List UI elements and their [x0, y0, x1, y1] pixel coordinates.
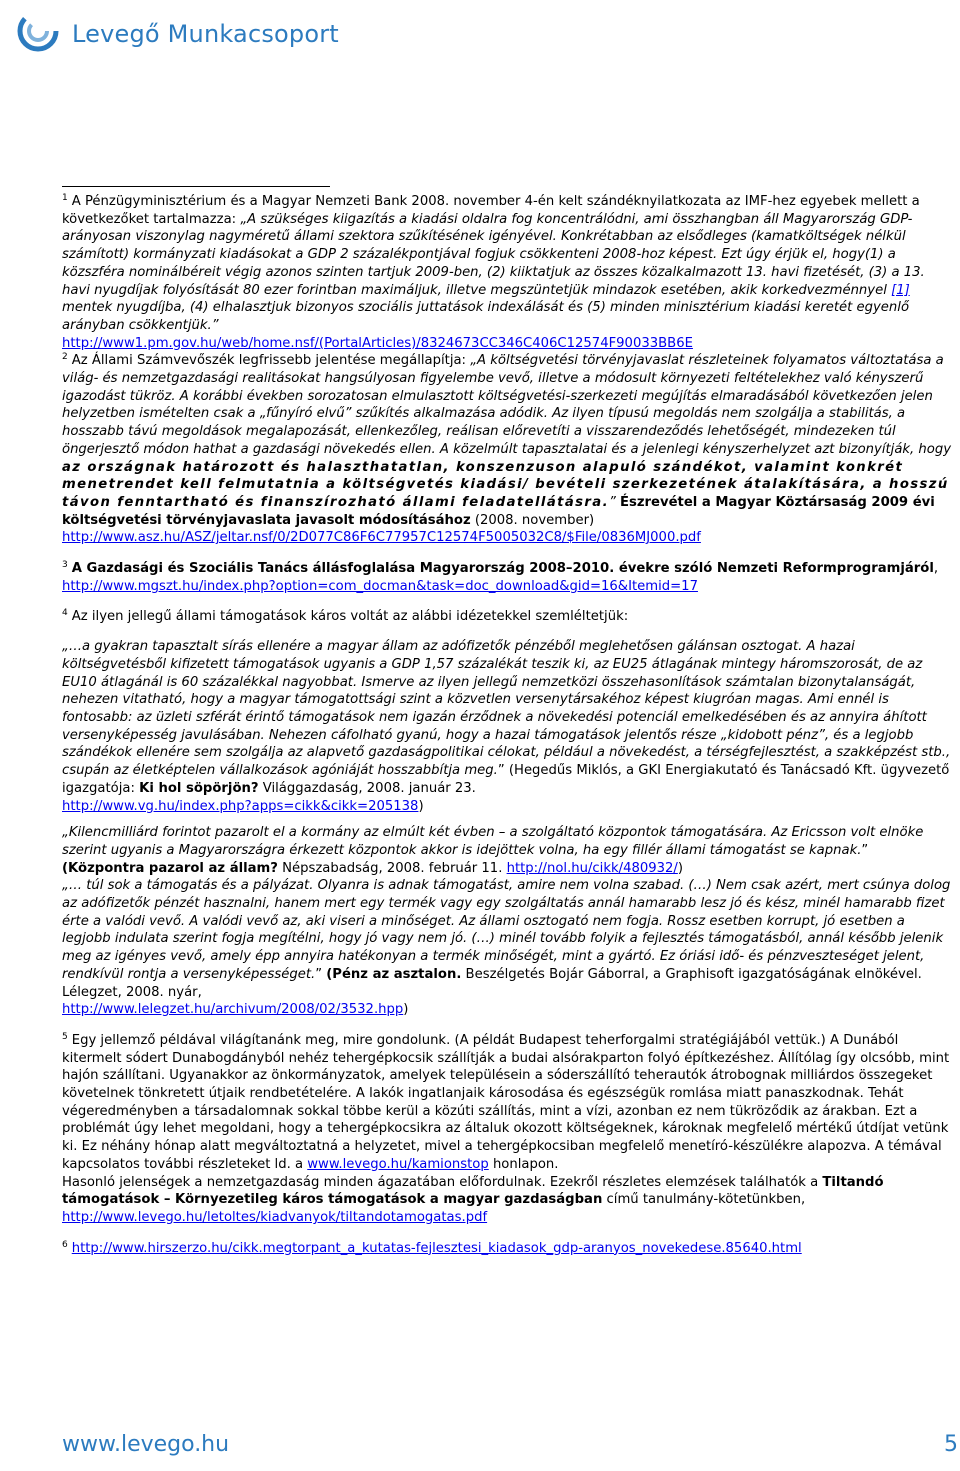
footnote-text: című tanulmány-kötetünkben,: [602, 1192, 806, 1208]
levego-logo: [14, 6, 339, 56]
footnote-text: A Pénzügyminisztérium és a Magyar Nemzeti Bank 2008. november 4-én kelt szándéknyilatkozata az IMF-hez egyebek mellett a következőket tartalmazza:: [62, 194, 920, 227]
footnote-6: [62, 1240, 954, 1258]
source-link[interactable]: http://www.lelegzet.hu/archivum/2008/02/3532.hpp: [62, 1002, 404, 1018]
footnote-4: [62, 608, 954, 1018]
source-link[interactable]: http://www.vg.hu/index.php?apps=cikk&cikk=205138: [62, 798, 419, 814]
source-link[interactable]: http://www.hirszerzo.hu/cikk.megtorpant_a_kutatas-fejlesztesi_kiadasok_gdp-aranyos_novekedese.85640.html: [71, 1240, 802, 1256]
footnote-number: 6: [62, 1239, 68, 1250]
quote-close: ”: [608, 494, 621, 510]
quote-text: mentek nyugdíjba, (4) elhalasztjuk bizonyos szociális juttatások indexálását és (5) minden minisztérium kiadási keretét egyenlő arányban csökkentjük.”: [62, 300, 910, 333]
citation-text: Népszabadság, 2008. február 11.: [277, 860, 507, 876]
citation-text: ): [418, 798, 424, 814]
footnote-number: 3: [62, 560, 68, 571]
footnote-5: [62, 1032, 954, 1227]
quote-text: „… túl sok a támogatás és a pályázat. Olyanra is adnak támogatást, amire nem volna szabad. (…) Nem csak azért, mert csúnya dolog az adófizetők pénzét hasznalni, hanem mert egy termék vagy egy szolgáltatás annál hamarabb lesz jó és kész, minél hamarabb fizet érte a valódi vevő. A valódi vevő az, aki viseri a minőséget. Az állami osztogató nem fogja. Rossz esetben korrupt, jó esetben a legjobb indulata szerint fogja megítélni, hogy jó vagy nem jó. (…) minél tovább folyik a fejlesztés támogatásból, annál később jelenik meg az igényes vevő, amely épp annyira hatékonyan a termék minőségét, mint a gyártó. Ez óriási idő- és pénzveszteséget jelent, rendkívül rontja a versenyképességet.: [62, 878, 951, 982]
footnote-number: 1: [62, 193, 68, 203]
source-link[interactable]: www.levego.hu/kamionstop: [307, 1156, 489, 1172]
page-number: 5: [944, 1432, 958, 1457]
footnote-text: honlapon.: [488, 1156, 559, 1172]
source-link[interactable]: http://www1.pm.gov.hu/web/home.nsf/(PortalArticles)/8324673CC346C406C12574F90033BB6E: [62, 335, 693, 351]
quote-text: „Kilencmilliárd forintot pazarolt el a kormány az elmúlt két évben – a szolgáltató központok támogatására. Az Ericsson volt elnöke szerint ugyanis a Magyarországra érkezett központok akkor is idejöttek volna, ha egy fillér állami támogatást se kapnak.: [62, 825, 924, 858]
footnote-text: Az Állami Számvevőszék legfrissebb jelentése megállapítja:: [71, 353, 471, 369]
footnote-text: Egy jellemző példával világítanánk meg, mire gondolunk. (A példát Budapest teherforgalmi stratégiájából vettük.) A Dunából kitermelt sódert Dunabogdányból nehéz tehergépkocsik szállítják a budai alsórakparton folyó építkezéshez. Állítólag így olcsóbb, mint hajón szállítani. Ugyanakkor az önkormányzatok, amelyek településein a sóderszállító teherautók átrobognak milliárdos összegeket követelnek tönkretett útjaik rendbetételére. A lakók ingatlanjaik károsodása és egészségük romlása miatt panaszkodnak. Tehát végeredményben a társadalomnak sokkal többe kerül a közúti szállítás, mint a vízi, azonban ez nem tükröződik az árakban. Ezt a problémát úgy lehet megoldani, hogy a tehergépkocsikra az általuk okozott költségeknek, károknak megfelelő mértékű útdíjat vetünk ki. Ez néhány hónap alatt megváltoztatná a helyzetet, mivel a tehergépkocsiban megfelelő menetíró-készülékre alapozva. A témával kapcsolatos további részleteket ld. a: [62, 1032, 950, 1172]
logo-swirl-icon: [14, 6, 64, 56]
logo-text: Levegő Munkacsoport: [72, 20, 339, 48]
footnote-text: Az ilyen jellegű állami támogatások káros voltát az alábbi idézetekkel szemléltetjük:: [71, 609, 629, 625]
footnote-number: 4: [62, 608, 68, 619]
citation-text: ” (Hegedűs Miklós, a GKI Energiakutató és Tanácsadó Kft. ügyvezető igazgatója:: [62, 763, 950, 796]
citation-title: (Központra pazarol az állam?: [62, 860, 278, 876]
citation-title: (Pénz az asztalon.: [326, 966, 462, 982]
quote-text: Konkrétabban az elsődleges (kamatköltségek nélkül számított) kormányzati kiadásokat a GDP 2 százalékpontjával fogjuk csökkenteni 2008-hoz képest. Ezt úgy érjük el, hogy(1) a közszféra nominálbéreit végig azonos szinten tartjuk 2009-ben, (2) kiiktatjuk az összes közalkalmazott 13. havi fizetését, (3) a 13. havi nyugdíjak folyósítását 80 ezer forintban maximáljuk, illetve megszüntetjük mindazok esetében, akik korkedvezménnyel: [62, 229, 925, 298]
footnote-text: ,: [933, 561, 939, 577]
footnote-separator: [62, 186, 330, 187]
citation-title: Ki hol söpörjön?: [139, 780, 259, 796]
footnote-number: 2: [62, 352, 68, 363]
quote-text: „A költségvetési törvényjavaslat részleteinek folyamatos változtatása a világ- és nemzetgazdasági realitásokat hangsúlyosan figyelembe vevő, illetve a módosult környezeti feltételekhez való kényszerű igazodást tükröz. A korábbi években sorozatosan elmulasztott költségvetési-szerkezeti megújítás elmaradásából következően jelen helyzetben ismételten csak a „fűnyíró elvű” szűkítés alkalmazása adódik. Az ilyen típusú megoldás nem szolgálja a stabilitás, a hosszabb távú megoldások megalapozását, ellenkezőleg, reálisan előrevetíti a visszarendeződés lehetőségét, mindezeken túl öngerjesztő módon hathat a gazdasági növekedés ellen. A közelmúlt tapasztalatai és a jelenlegi kényszerhelyzet azt bizonyítják, hogy: [62, 353, 952, 457]
quote-text: „A szükséges kiigazítás a kiadási oldalra fog koncentrálódni, ami összhangban áll Magyarország GDP-arányosan viszonylag nagyméretű állami szektora szűkítésének igényével.: [62, 211, 913, 245]
source-title: Tiltandó támogatások – Környezetileg káros támogatások a magyar gazdaságban: [62, 1174, 884, 1208]
citation-text: ”: [861, 842, 869, 858]
footnote-text: Hasonló jelenségek a nemzetgazdaság minden ágazatában előfordulnak. Ezekről részletes elemzések találhatók a: [62, 1174, 823, 1190]
footnote-2: [62, 352, 954, 547]
source-link[interactable]: http://www.mgszt.hu/index.php?option=com_docman&task=doc_download&gid=16&Itemid=17: [62, 578, 698, 594]
footnote-1: [62, 193, 954, 352]
citation-text: ): [403, 1002, 409, 1018]
emphasized-quote: az országnak határozott és halaszthatatlan, konszenzuson alapuló szándékot, valamint konkrét menetrendet kell felmutatnia a költségvetés kiadási/ bevételi szerkezetének átalakítására, a hosszú távon fenntartható és finanszírozható állami feladatellátásra.: [62, 459, 949, 510]
citation-text: Világgazdaság, 2008. január 23.: [258, 780, 476, 796]
source-link[interactable]: http://www.levego.hu/letoltes/kiadvanyok/tiltandotamogatas.pdf: [62, 1209, 488, 1225]
quote-text: „…a gyakran tapasztalt sírás ellenére a magyar állam az adófizetők pénzéből meglehetősen gálánsan osztogat. A hazai költségvetésből kifizetett támogatások ugyanis a GDP 1,57 százalékát teszik ki, az EU25 átlagának mintegy háromszorosát, de az EU10 átlagánál is 60 százalékkal nagyobbat. Ismerve az ilyen jellegű nemzetközi összehasonlítások számtalan bizonytalanságát, nehezen vitatható, hogy a magyar támogatottsági szint a közvetlen versenytársakéhoz képest kiugróan magas. Ami ennél is fontosabb: az üzleti szférát érintő támogatások nem igazán érződnek a növekedési potenciál emelkedésében és az annyira áhított versenyképesség javulásában. Nehezen cáfolható gyanú, hogy a hazai támogatások jelentős része „kidobott pénz”, és a legjobb szándékok ellenére sem szolgálja az alapvető gazdaságpolitikai célokat, például a növekedést, a térségfejlesztést, a szakképzést stb., csupán az életképtelen vállalkozások agóniáját hosszabbítja meg.: [62, 639, 951, 779]
footnote-number: 5: [62, 1031, 68, 1042]
citation-text: ”: [315, 966, 327, 982]
footnotes: [62, 186, 954, 1257]
source-title: A Gazdasági és Szociális Tanács állásfoglalása Magyarország 2008–2010. évekre szóló Nemzeti Reformprogramjáról: [71, 561, 934, 577]
footnote-text: (2008. november): [470, 512, 595, 528]
source-title: Észrevétel a Magyar Köztársaság 2009 évi költségvetési törvényjavaslata javasolt módosításához: [62, 494, 935, 528]
reference-link[interactable]: [1]: [891, 282, 910, 298]
footer-website[interactable]: www.levego.hu: [62, 1432, 230, 1457]
source-link[interactable]: http://nol.hu/cikk/480932/: [506, 860, 678, 876]
citation-text: ): [677, 860, 684, 876]
footnote-3: [62, 560, 954, 595]
source-link[interactable]: http://www.asz.hu/ASZ/jeltar.nsf/0/2D077C86F6C77957C12574F5005032C8/$File/0836MJ000.pdf: [62, 530, 701, 546]
citation-text: Beszélgetés Bojár Gáborral, a Graphisoft igazgatóságának elnökével. Lélegzet, 2008. nyár,: [62, 966, 922, 1000]
